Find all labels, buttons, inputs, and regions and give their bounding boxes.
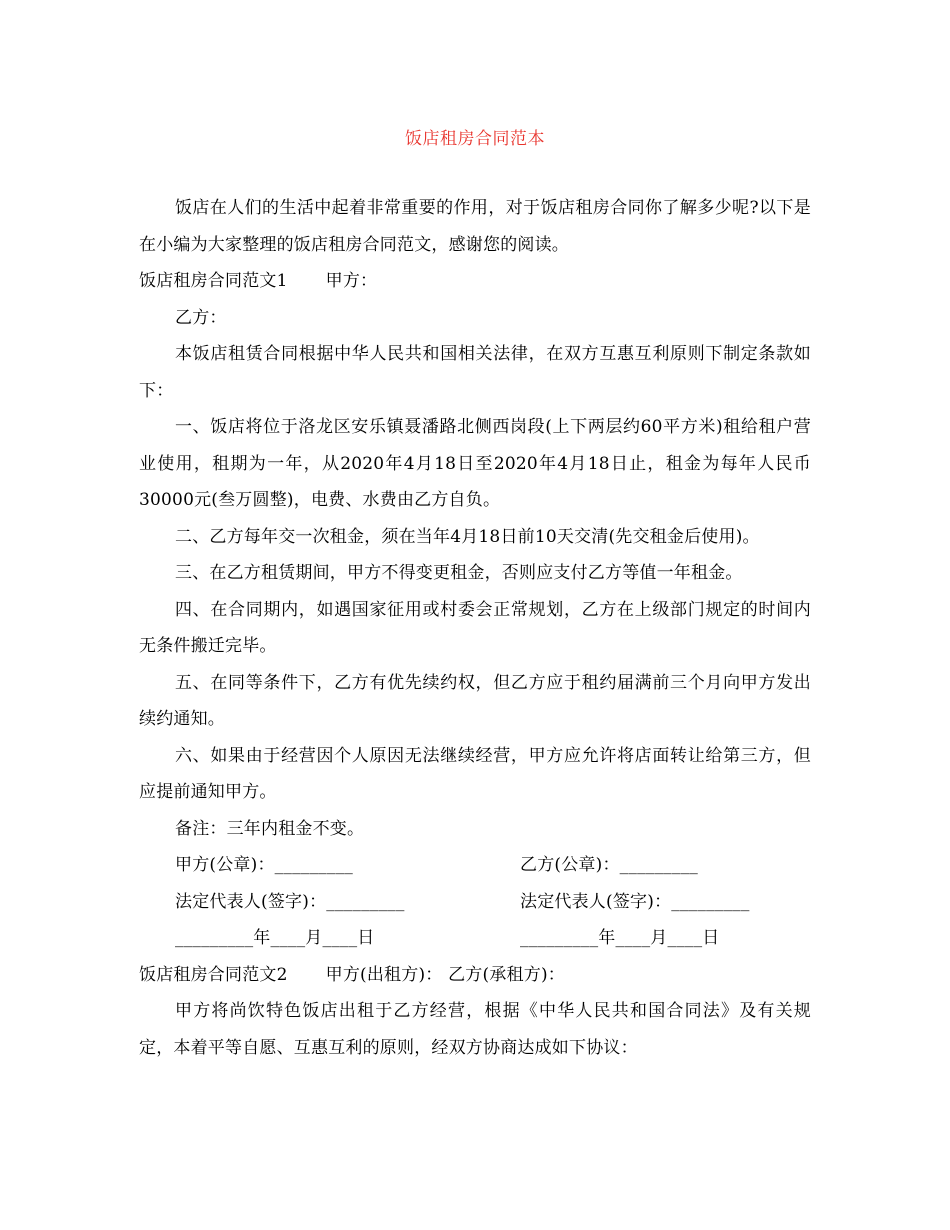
section1-note: 备注：三年内租金不变。 — [175, 818, 365, 839]
section2-heading: 饭店租房合同范文2 — [139, 964, 288, 985]
document-title: 饭店租房合同范本 — [405, 129, 545, 149]
signature-seal-row — [139, 847, 811, 884]
clause-2: 二、乙方每年交一次租金，须在当年4月18日前10天交清(先交租金后使用)。 — [175, 526, 760, 547]
section2-preamble: 甲方将尚饮特色饭店出租于乙方经营，根据《中华人民共和国合同法》及有关规定，本着平等自愿、互惠互利的原则，经双方协商达成如下协议： — [139, 1001, 811, 1058]
document-body — [139, 190, 811, 1066]
signature-representative-row — [139, 884, 811, 921]
party-a-date-line: _________年____月____日 — [175, 928, 375, 948]
clause-5: 五、在同等条件下，乙方有优先续约权，但乙方应于租约届满前三个月向甲方发出续约通知。 — [139, 672, 811, 729]
clause-4: 四、在合同期内，如遇国家征用或村委会正常规划，乙方在上级部门规定的时间内无条件搬迁完毕。 — [139, 599, 811, 656]
section1-heading: 饭店租房合同范文1 — [139, 271, 288, 291]
section1-preamble: 本饭店租赁合同根据中华人民共和国相关法律，在双方互惠互利原则下制定条款如下： — [139, 344, 811, 401]
signature-date-row — [139, 920, 811, 957]
clause-3: 三、在乙方租赁期间，甲方不得变更租金，否则应支付乙方等值一年租金。 — [175, 563, 743, 583]
section1-party-b: 乙方： — [175, 307, 227, 328]
section2-heading-line — [139, 957, 811, 994]
party-b-representative-line: 法定代表人(签字)：_________ — [520, 891, 750, 912]
section1-party-a: 甲方： — [325, 271, 378, 291]
intro-paragraph: 饭店在人们的生活中起着非常重要的作用，对于饭店租房合同你了解多少呢?以下是在小编为大家整理的饭店租房合同范文，感谢您的阅读。 — [139, 198, 811, 255]
section2-party-b: 乙方(承租方)： — [448, 964, 565, 985]
party-a-representative-line: 法定代表人(签字)：_________ — [175, 891, 405, 912]
party-a-seal-line: 甲方(公章)：_________ — [175, 855, 353, 875]
party-b-seal-line: 乙方(公章)：_________ — [520, 855, 698, 875]
section1-heading-line — [139, 263, 811, 300]
party-b-date-line: _________年____月____日 — [520, 928, 720, 948]
section2-party-a: 甲方(出租方)： — [325, 964, 443, 985]
clause-1: 一、饭店将位于洛龙区安乐镇聂潘路北侧西岗段(上下两层约60平方米)租给租户营业使用，租期为一年，从2020年4月18日至2020年4月18日止，租金为每年人民币30000元(叁万圆整)，电费、水费由乙方自负。 — [139, 417, 811, 510]
clause-6: 六、如果由于经营因个人原因无法继续经营，甲方应允许将店面转让给第三方，但应提前通知甲方。 — [139, 745, 811, 802]
